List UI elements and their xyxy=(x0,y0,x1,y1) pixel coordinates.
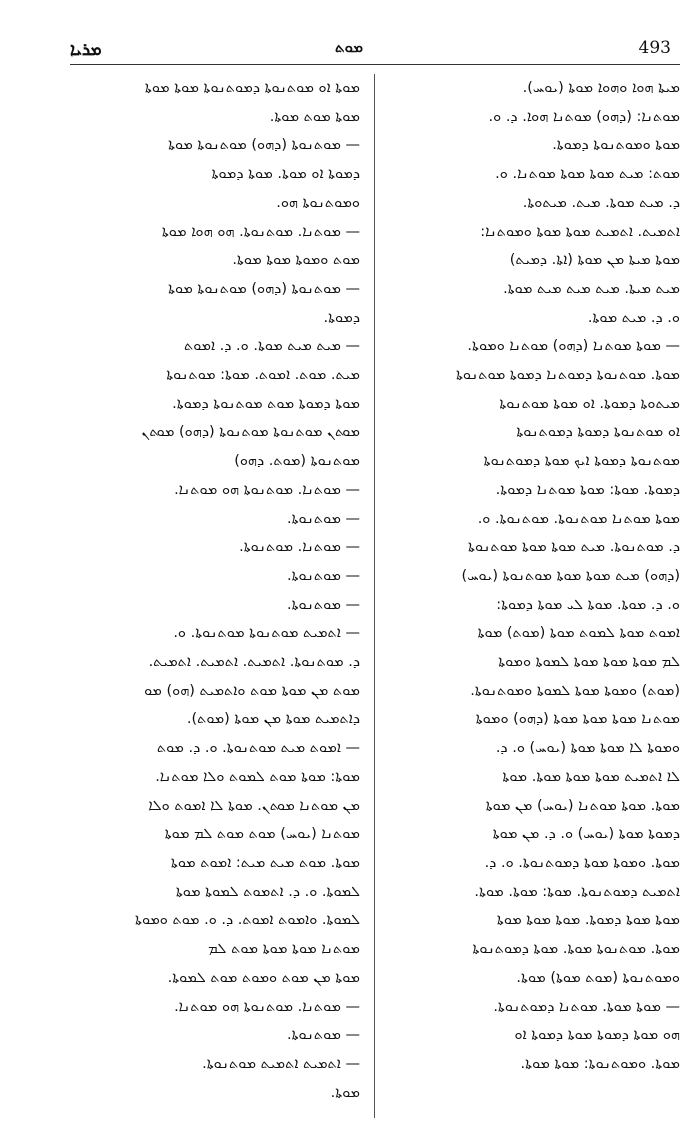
text-line: ܐܬܡܝܬ ܕܡܘܬܢܘܬܐ. ܡܘܬܐ: ܡܘܬܐ. ܡܘܬܐ. xyxy=(474,883,680,900)
text-line: ܡܘܬܐ. ܡܘܬܐ ܡܘܬܢܐ (ܝܘܚ) ܡܢ ܡܘܬܐ xyxy=(485,797,680,814)
text-line: ܡܘܬܢܐ ܡܘܬܐ ܡܘܬܐ ܡܘܬ ܠܡ xyxy=(208,941,360,958)
text-line: ܡܘܬܐ: ܡܘܬܐ ܡܘܬ ܠܡܘܬ ܘܠܐ ܡܘܬܢܐ. xyxy=(155,768,360,785)
text-line: ܡܘܬܢܐ ܡܘܬܐ ܡܘܬܐ ܡܘܬܐ (ܕܗܘ) ܘܡܘܬܐ xyxy=(475,711,680,728)
text-line: ܕܡܘܬܐ ܐܘ ܡܘܬܐ. ܡܘܬܐ ܕܡܘܬܐ xyxy=(211,166,360,183)
text-line: ܡܘܬܐ ܡܘܬܢܐ ܡܘܬܢܘܬܐ. ܡܘܬܢܘܬܐ. ܘ. xyxy=(477,510,680,527)
text-line: — ܡܘܬܢܐ. ܡܘܬܢܘܬܐ ܗܘ ܡܘܬܢܐ. xyxy=(174,481,360,498)
text-line: ܘ. ܕ. ܡܝܬ ܡܘܬܐ. xyxy=(587,309,680,326)
text-line: ܡܘܬ ܘܡܘܬܐ ܡܘܬܐ ܡܘܬܐ. xyxy=(232,252,360,269)
running-head: ܡܘܬ xyxy=(335,38,363,56)
text-line: ܡܘܬܐ. ܘܡܘܬܢܘܬܐ: ܡܘܬܐ ܡܘܬܐ. xyxy=(520,1055,680,1072)
text-line: ܡܘܬܐ. ܘܡܘܬܐ ܡܘܬܐ ܕܡܘܬܢܘܬܐ. ܘ. ܕ. xyxy=(484,854,680,871)
text-line: ܡܘܬܐ ܡܢ ܡܘܬ ܘܡܘܬ ܡܘܬ ܠܡܘܬܐ. xyxy=(167,969,360,986)
text-line: ܡܘܬܐ ܡܘܬ ܡܘܬܐ. xyxy=(269,108,360,125)
text-line: — ܡܘܬܢܘܬܐ (ܕܗܘ) ܡܘܬܢܘܬܐ ܡܘܬܐ xyxy=(168,137,360,154)
text-line: ܠܡ ܡܘܬܐ ܡܘܬܐ ܡܘܬܐ ܠܡܘܬܐ ܘܡܘܬܐ xyxy=(498,654,680,671)
text-line: ܐܡܘܬ ܡܘܬܐ ܠܡܘܬ ܡܘܬܐ (ܡܘܬ) ܡܘܬܐ xyxy=(477,625,680,642)
text-line: ܡܘܬܐ ܕܡܘܬܐ ܡܘܬ ܡܘܬܢܘܬܐ ܕܡܘܬܐ. xyxy=(172,395,360,412)
text-line: ܡܘܬ ܡܢ ܡܘܬܐ ܡܘܬ ܘܐܬܡܝܬ (ܗܘ) ܡܘ xyxy=(144,682,360,699)
column-divider xyxy=(374,74,375,1118)
text-line: ܕ. ܡܝܬ ܡܘܬܐ. ܡܝܬ. ܡܝܬܘܬܐ. xyxy=(522,194,680,211)
text-line: ܐܘ ܡܘܬܢܘܬܐ ܕܡܘܬܐ ܕܡܘܬܢܘܬܐ xyxy=(516,424,680,441)
text-line: ܕ. ܡܘܬܢܘܬܐ. ܡܝܬ ܡܘܬܐ ܡܘܬܐ ܡܘܬܢܘܬܐ xyxy=(468,539,680,556)
text-line: ܡܘܬܢܘܬܐ (ܡܘܬ. ܕܗܘ) xyxy=(234,453,360,470)
text-line: ܠܐ ܐܬܡܝܬ ܡܘܬܐ ܡܘܬܐ ܡܘܬܐ. ܡܘܬܐ xyxy=(502,768,680,785)
text-line: — ܡܝܬ ܡܝܬ ܡܘܬܐ. ܘ. ܕ. ܐܡܘܬ xyxy=(183,338,360,355)
right-column xyxy=(390,74,680,1118)
text-line: (ܕܗܘ) ܡܝܬ ܡܘܬܐ ܡܘܬܐ ܡܘܬܢܘܬܐ (ܝܘܚ) xyxy=(461,567,680,584)
text-line: ܘ. ܕ. ܡܘܬܐ. ܡܘܬܐ ܠܝ ܡܘܬܐ ܕܡܘܬܐ: xyxy=(496,596,680,613)
text-line: — ܡܘܬܢܘܬܐ. xyxy=(286,596,360,613)
text-line: — ܐܡܘܬ ܡܝܬ ܡܘܬܢܘܬܐ. ܘ. ܕ. ܡܘܬ xyxy=(156,740,360,757)
text-line: — ܐܬܡܝܬ ܡܘܬܢܘܬܐ ܡܘܬܢܘܬܐ. ܘ. xyxy=(173,625,360,642)
text-line: — ܡܘܬܢܘܬܐ (ܕܗܘ) ܡܘܬܢܘܬܐ ܡܘܬܐ xyxy=(168,280,360,297)
text-line: ܡܘܬܐ. ܡܘܬ ܡܝܬ ܡܝܬ: ܐܡܘܬ ܡܘܬܐ xyxy=(170,854,360,871)
text-line: — ܡܘܬܐ ܡܘܬܢܐ (ܕܗܘ) ܡܘܬܢܐ ܘܡܘܬܐ. xyxy=(467,338,680,355)
text-line: ܗܘ ܡܘܬܐ ܕܡܘܬܐ ܡܘܬܐ ܕܡܘܬܐ ܐܘ xyxy=(514,1027,680,1044)
text-line: ܡܘܬܢܐ: (ܕܗܘ) ܡܘܬܢܐ ܗܘܐ. ܕ. ܘ. xyxy=(488,108,680,125)
text-line: (ܡܘܬ) ܘܡܘܬܐ ܡܘܬܐ ܠܡܘܬܐ ܘܡܘܬܢܘܬܐ. xyxy=(470,682,680,699)
page-number: 493 xyxy=(638,38,671,58)
text-line: — ܡܘܬܢܐ. ܡܘܬܢܘܬܐ. ܗܘ ܗܘܐ ܡܘܬܐ xyxy=(161,223,360,240)
text-line: ܡܘܬܐ ܐܘ ܡܘܬܢܘܬܐ ܕܡܘܬܢܘܬܐ ܡܘܬܐ ܡܘܬܐ xyxy=(144,80,360,96)
text-line: ܡܘܬܐ. ܡܘܬܢܘܬܐ ܕܡܘܬܢܐ ܕܡܘܬܐ ܡܘܬܢܘܬܐ xyxy=(455,367,680,384)
text-line: ܕܡܘܬܐ. xyxy=(323,309,360,326)
text-line: ܡܝܬ. ܡܘܬ. ܐܡܘܬ. ܡܘܬܐ: ܡܘܬܢܘܬܐ xyxy=(166,367,360,384)
text-line: ܡܘܬܢܘܬܐ ܕܡܘܬܐ ܐܝܟ ܡܘܬܐ ܕܡܘܬܢܘܬܐ xyxy=(483,453,680,470)
text-line: ܡܘܬܐ ܘܡܘܬܢܘܬܐ ܕܡܘܬܐ. xyxy=(552,137,680,154)
text-line: ܕ. ܡܘܬܢܘܬܐ. ܐܬܡܝܬ. ܐܬܡܝܬ. ܐܬܡܝܬ. xyxy=(148,654,360,671)
text-line: ܠܡܘܬܐ. ܘ. ܕ. ܐܬܡܘܬ ܠܡܘܬܐ ܡܘܬܐ xyxy=(175,883,360,900)
catchword: ܡܪܝܐ xyxy=(70,40,102,60)
text-line: ܘܡܘܬܐ ܠܐ ܡܘܬܐ ܡܘܬܐ (ܝܘܚ) ܘ. ܕ. xyxy=(495,740,680,757)
text-line: ܘܡܘܬܢܘܬܐ ܗܘ. xyxy=(276,194,360,211)
text-line: — ܡܘܬܢܘܬܐ. xyxy=(286,510,360,527)
text-line: — ܡܘܬܢܐ. ܡܘܬܢܘܬܐ ܗܘ ܡܘܬܢܐ. xyxy=(174,998,360,1015)
text-line: ܡܘܬܐ. ܡܘܬܢܘܬܐ ܡܘܬܐ. ܡܘܬܐ ܕܡܘܬܢܘܬܐ xyxy=(472,941,680,958)
text-line: ܡܢ ܡܘܬܢܐ ܡܘܬܢ. ܡܘܬܐ ܠܐ ܐܡܘܬ ܘܠܐ xyxy=(148,797,360,814)
text-line: — ܡܘܬܢܘܬܐ. xyxy=(286,567,360,584)
text-line: ܕܐܬܡܝܬ ܡܘܬܐ ܡܢ ܡܘܬܐ (ܡܘܬ). xyxy=(186,711,360,728)
page-header xyxy=(22,18,676,66)
text-line: ܡܘܬܢ ܡܘܬܢܘܬܐ ܡܘܬܢܘܬܐ (ܕܗܘ) ܡܘܬܢ xyxy=(141,424,360,441)
text-line: ܡܘܬ: ܡܝܬ ܡܘܬܐ ܡܘܬܐ ܡܘܬܢܐ. ܘ. xyxy=(495,166,680,183)
text-line: ܡܝܬ ܡܝܬܐ. ܡܝܬ ܡܝܬ ܡܝܬ ܡܘܬܐ. xyxy=(503,280,680,297)
text-line: ܕܡܘܬܐ. ܡܘܬܐ: ܡܘܬܐ ܡܘܬܢܐ ܕܡܘܬܐ. xyxy=(495,481,680,498)
header-rule xyxy=(70,64,680,65)
text-line: ܡܘܬܐ. xyxy=(330,1084,360,1101)
text-line: ܡܝܬܐ ܗܘܐ ܘܗܘܐ ܡܘܬܐ (ܝܘܚ). xyxy=(522,80,680,96)
text-line: ܕܡܘܬܐ ܡܘܬܐ (ܝܘܚ) ܘ. ܕ. ܡܢ ܡܘܬܐ xyxy=(492,826,680,843)
text-line: — ܡܘܬܢܐ. ܡܘܬܢܘܬܐ. xyxy=(239,539,360,556)
text-line: ܘܡܘܬܢܘܬܐ (ܡܘܬ ܡܘܬܐ) ܡܘܬܐ. xyxy=(516,969,680,986)
text-line: ܡܝܬܘܬܐ ܕܡܘܬܐ. ܐܘ ܡܘܬܐ ܡܘܬܢܘܬܐ xyxy=(499,395,680,412)
text-line: — ܐܬܡܝܬ ܐܬܡܝܬ ܡܘܬܢܘܬܐ. xyxy=(202,1055,360,1072)
text-line: ܡܘܬܐ ܡܘܬܐ ܕܡܘܬܐ. ܡܘܬܐ ܡܘܬܐ ܡܘܬܐ xyxy=(496,912,680,929)
text-line: ܡܘܬܐ ܡܝܬܐ ܡܢ ܡܘܬܐ (ܐܬܐ. ܕܡܝܬ) xyxy=(509,252,680,269)
text-line: — ܡܘܬܐ ܡܘܬܐ. ܡܘܬܢܐ ܕܡܘܬܢܘܬܐ. xyxy=(493,998,680,1015)
text-columns xyxy=(70,74,680,1118)
text-line: — ܡܘܬܢܘܬܐ. xyxy=(286,1027,360,1044)
text-line: ܐܬܡܝܬ. ܐܬܡܝܬ ܡܘܬܐ ܡܘܬܐ ܘܡܘܬܢܐ: xyxy=(480,223,680,240)
text-line: ܡܘܬܢܐ (ܝܘܚ) ܡܘܬ ܡܘܬ ܠܡ ܡܘܬܐ xyxy=(164,826,360,843)
left-column xyxy=(70,74,360,1118)
text-line: ܠܡܘܬܐ. ܘܐܡܘܬ ܐܡܘܬ. ܕ. ܘ. ܡܘܬ ܘܡܘܬܐ xyxy=(135,912,360,929)
